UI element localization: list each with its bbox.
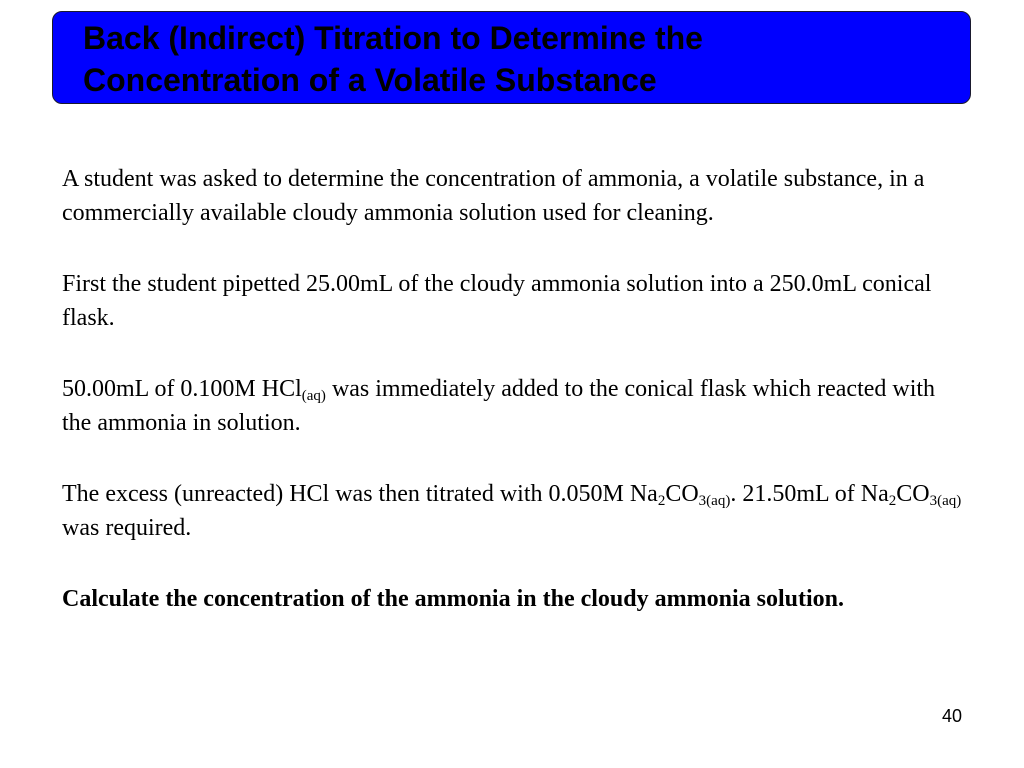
hcl-text: 50.00mL of 0.100M HCl	[62, 376, 302, 402]
title-banner	[52, 11, 971, 104]
na-subscript-2: 2	[888, 493, 897, 509]
titration-text-4: CO	[896, 481, 930, 507]
paragraph-pipette-step: First the student pipetted 25.00mL of the cloudy ammonia solution into a 250.0mL conical flask.	[62, 271, 932, 331]
co3-subscript-2: 3(aq)	[929, 493, 962, 509]
slide-title-line-2: Concentration of a Volatile Substance	[83, 62, 657, 98]
na-subscript-1: 2	[657, 493, 666, 509]
paragraph-back-titration	[62, 477, 967, 545]
slide-body	[62, 162, 967, 653]
titration-text-1: The excess (unreacted) HCl was then titrated with 0.050M Na	[62, 481, 658, 507]
paragraph-problem-intro: A student was asked to determine the concentration of ammonia, a volatile substance, in a commercially available cloudy ammonia solution used for cleaning.	[62, 166, 925, 226]
page-number: 40	[941, 706, 962, 726]
hcl-text-rest: was immediately added to the conical flask which reacted with the ammonia in solution.	[62, 376, 936, 436]
titration-text-3: . 21.50mL of Na	[730, 481, 889, 507]
titration-text-5: was required.	[62, 515, 192, 541]
slide-title-line-1: Back (Indirect) Titration to Determine the	[83, 20, 703, 56]
slide-title	[83, 17, 703, 101]
titration-text-2: CO	[665, 481, 699, 507]
paragraph-hcl-addition	[62, 372, 967, 440]
paragraph-question: Calculate the concentration of the ammonia in the cloudy ammonia solution.	[62, 586, 844, 612]
hcl-state-subscript: (aq)	[301, 388, 326, 404]
co3-subscript-1: 3(aq)	[698, 493, 731, 509]
